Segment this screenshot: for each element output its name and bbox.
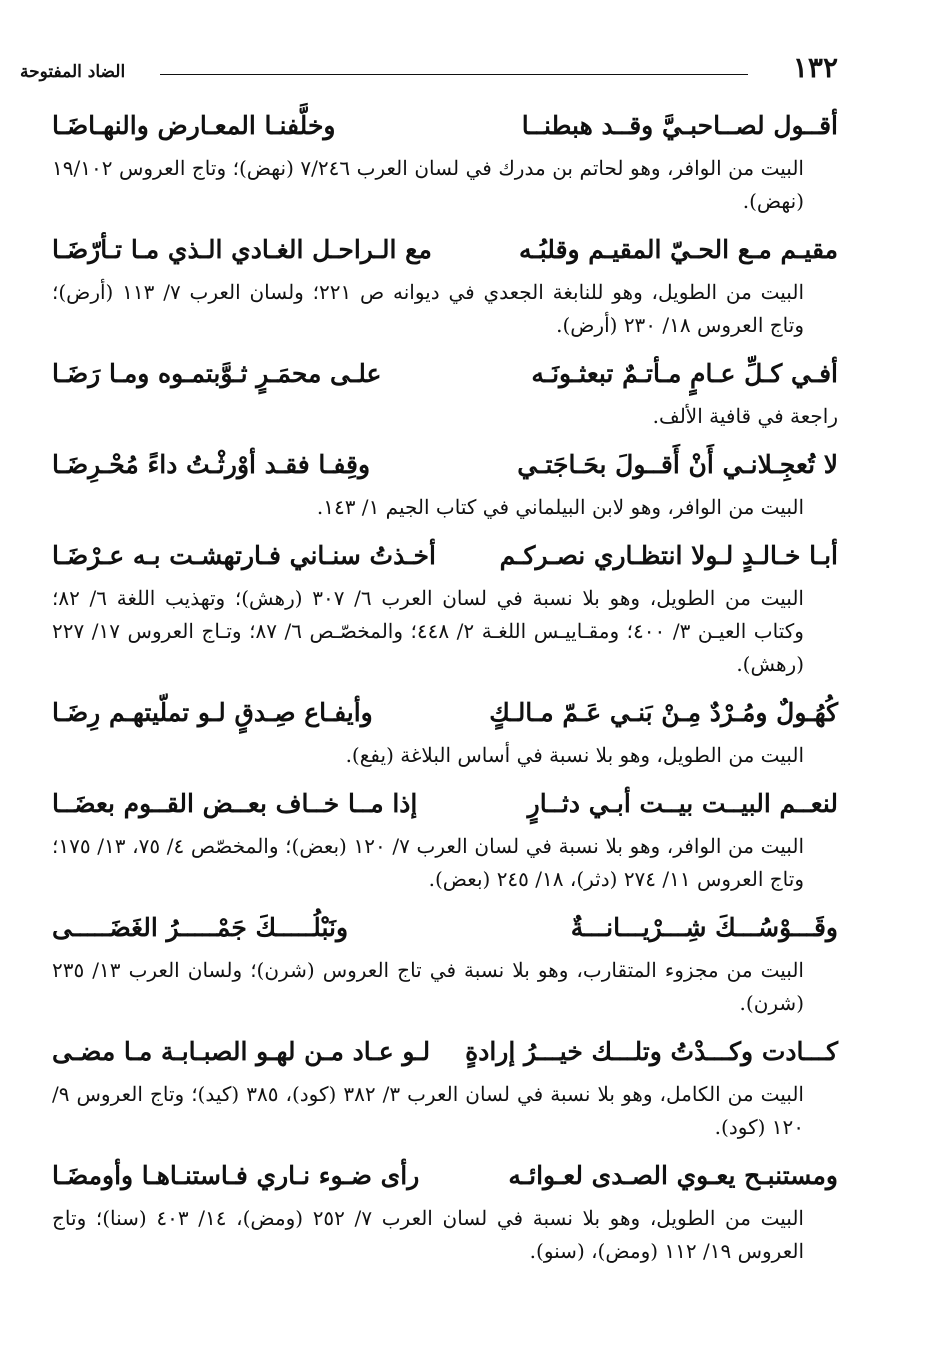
verse-line: [52, 439, 838, 491]
second-hemistich: ونَبْلُـــــكَ جَمْـــــرُ الغَضَـــــى: [52, 913, 349, 942]
verse-line: [52, 902, 838, 954]
verse-note: البيت من الوافر، وهو لابن البيلماني في كتاب الجيم ١/ ١٤٣.: [316, 495, 804, 519]
verse-entry: [52, 1150, 838, 1268]
verse-line: [52, 348, 838, 400]
second-hemistich: لـو عـاد مـن لهـو الصبـابـة مـا مضـى: [52, 1037, 431, 1066]
verse-note: البيت من الوافر، وهو لحاتم بن مدرك في لسان العرب ٧/٢٤٦ (نهض)؛ وتاج العروس ١٩/١٠٢ (نهض).: [52, 156, 804, 213]
verse-entry: [52, 348, 838, 433]
verse-note: راجعة في قافية الألف.: [652, 404, 838, 428]
verse-entry: [52, 439, 838, 524]
verse-line: [52, 687, 838, 739]
second-hemistich: وخلَّفنـا المعـارض والنهـاضَـا: [52, 111, 336, 140]
verse-entry: [52, 530, 838, 681]
first-hemistich: مقيـم مـع الحـيّ المقيـم وقلبُـه: [519, 235, 838, 264]
first-hemistich: أفـي كـلِّ عـامٍ مـأتـمٌ تبعثـونَـه: [531, 359, 838, 388]
verse-list: [52, 100, 838, 1274]
verse-note: البيت من مجزوء المتقارب، وهو بلا نسبة في تاج العروس (شرن)؛ ولسان العرب ١٣/ ٢٣٥ (شرن).: [52, 958, 804, 1015]
second-hemistich: وأيفـاع صِـدقٍ لـو تملّيتهـم رِضَـا: [52, 698, 373, 727]
second-hemistich: مع الـراحـل الغـادي الـذي مـا تـأرّضَـا: [52, 235, 432, 264]
verse-line: [52, 530, 838, 582]
first-hemistich: كـــادت وكـــدْتُ وتلـــك خيـــرُ إرادةٍ: [465, 1037, 838, 1066]
first-hemistich: وقَـــوْسُـــكَ شِـــرْيـــانـــةٌ: [570, 913, 838, 942]
verse-line: [52, 100, 838, 152]
first-hemistich: كُهُـولٌ ومُـرْدٌ مِـنْ بَنـي عَـمّ مـالـكٍ: [489, 698, 838, 727]
verse-note: البيت من الطويل، وهو بلا نسبة في لسان العرب ٦/ ٣٠٧ (رهش)؛ وتهذيب اللغة ٦/ ٨٢؛ وكتاب العيـن ٣/ ٤٠٠؛ ومقـاييـس اللغـة ٢/ ٤٤٨؛ والمخصّـص ٦/ ٨٧؛ وتـاج العروس ١٧/ ٢٢٧ (رهش).: [52, 586, 804, 676]
first-hemistich: ومستنبـح يعـوي الصـدى لعـوائـه: [508, 1161, 838, 1190]
second-hemistich: أخـذتُ سنـاني فـارتهشـت بـه عـرْضَـا: [52, 541, 436, 570]
verse-line: [52, 224, 838, 276]
verse-entry: [52, 902, 838, 1020]
verse-entry: [52, 100, 838, 218]
running-head: [20, 50, 838, 90]
verse-line: [52, 1150, 838, 1202]
verse-note: البيت من الطويل، وهو للنابغة الجعدي في ديوانه ص ٢٢١؛ ولسان العرب ٧/ ١١٣ (أرض)؛ وتاج العروس ١٨/ ٢٣٠ (أرض).: [52, 280, 804, 337]
verse-entry: [52, 687, 838, 772]
verse-note: البيت من الطويل، وهو بلا نسبة في أساس البلاغة (يفع).: [345, 743, 804, 767]
second-hemistich: إذا مــا خــاف بعــض القــوم بعضَــا: [52, 789, 418, 818]
verse-line: [52, 1026, 838, 1078]
verse-line: [52, 778, 838, 830]
verse-note: البيت من الوافر، وهو بلا نسبة في لسان العرب ٧/ ١٢٠ (بعض)؛ والمخصّص ٤/ ٧٥، ١٣/ ١٧٥؛ وتاج العروس ١١/ ٢٧٤ (دثر)، ١٨/ ٢٤٥ (بعض).: [52, 834, 804, 891]
verse-note: البيت من الطويل، وهو بلا نسبة في لسان العرب ٧/ ٢٥٢ (ومض)، ١٤/ ٤٠٣ (سنا)؛ وتاج العروس ١٩/ ١١٢ (ومض)، (سنو).: [52, 1206, 804, 1263]
second-hemistich: وقِفـا فقـد أوْرثْـتُ داءً مُحْـرِضَـا: [52, 450, 371, 479]
first-hemistich: أبـا خـالـدٍ لـولا انتظـاري نصـركـم: [499, 541, 838, 570]
page-number: ١٣٢: [792, 51, 838, 84]
chapter-title: الضاد المفتوحة: [20, 62, 126, 82]
header-rule: [160, 74, 748, 75]
second-hemistich: علـى محمَـرٍ ثـوَّبتمـوه ومـا رَضَـا: [52, 359, 382, 388]
verse-note: البيت من الكامل، وهو بلا نسبة في لسان العرب ٣/ ٣٨٢ (كود)، ٣٨٥ (كيد)؛ وتاج العروس ٩/ ١٢٠ (كود).: [52, 1082, 804, 1139]
verse-entry: [52, 224, 838, 342]
verse-entry: [52, 1026, 838, 1144]
first-hemistich: أقــول لصــاحبـيَّ وقــد هبطنــا: [521, 111, 838, 140]
first-hemistich: لا تُعجِـلانـي أَنْ أَقــولَ بحَـاجَتـي: [517, 450, 838, 479]
first-hemistich: لنعــم البيــت بيــت أبـي دثــارٍ: [527, 789, 838, 818]
verse-entry: [52, 778, 838, 896]
second-hemistich: رأى ضـوء نـاري فـاستنـاهـا وأومضَـا: [52, 1161, 420, 1190]
